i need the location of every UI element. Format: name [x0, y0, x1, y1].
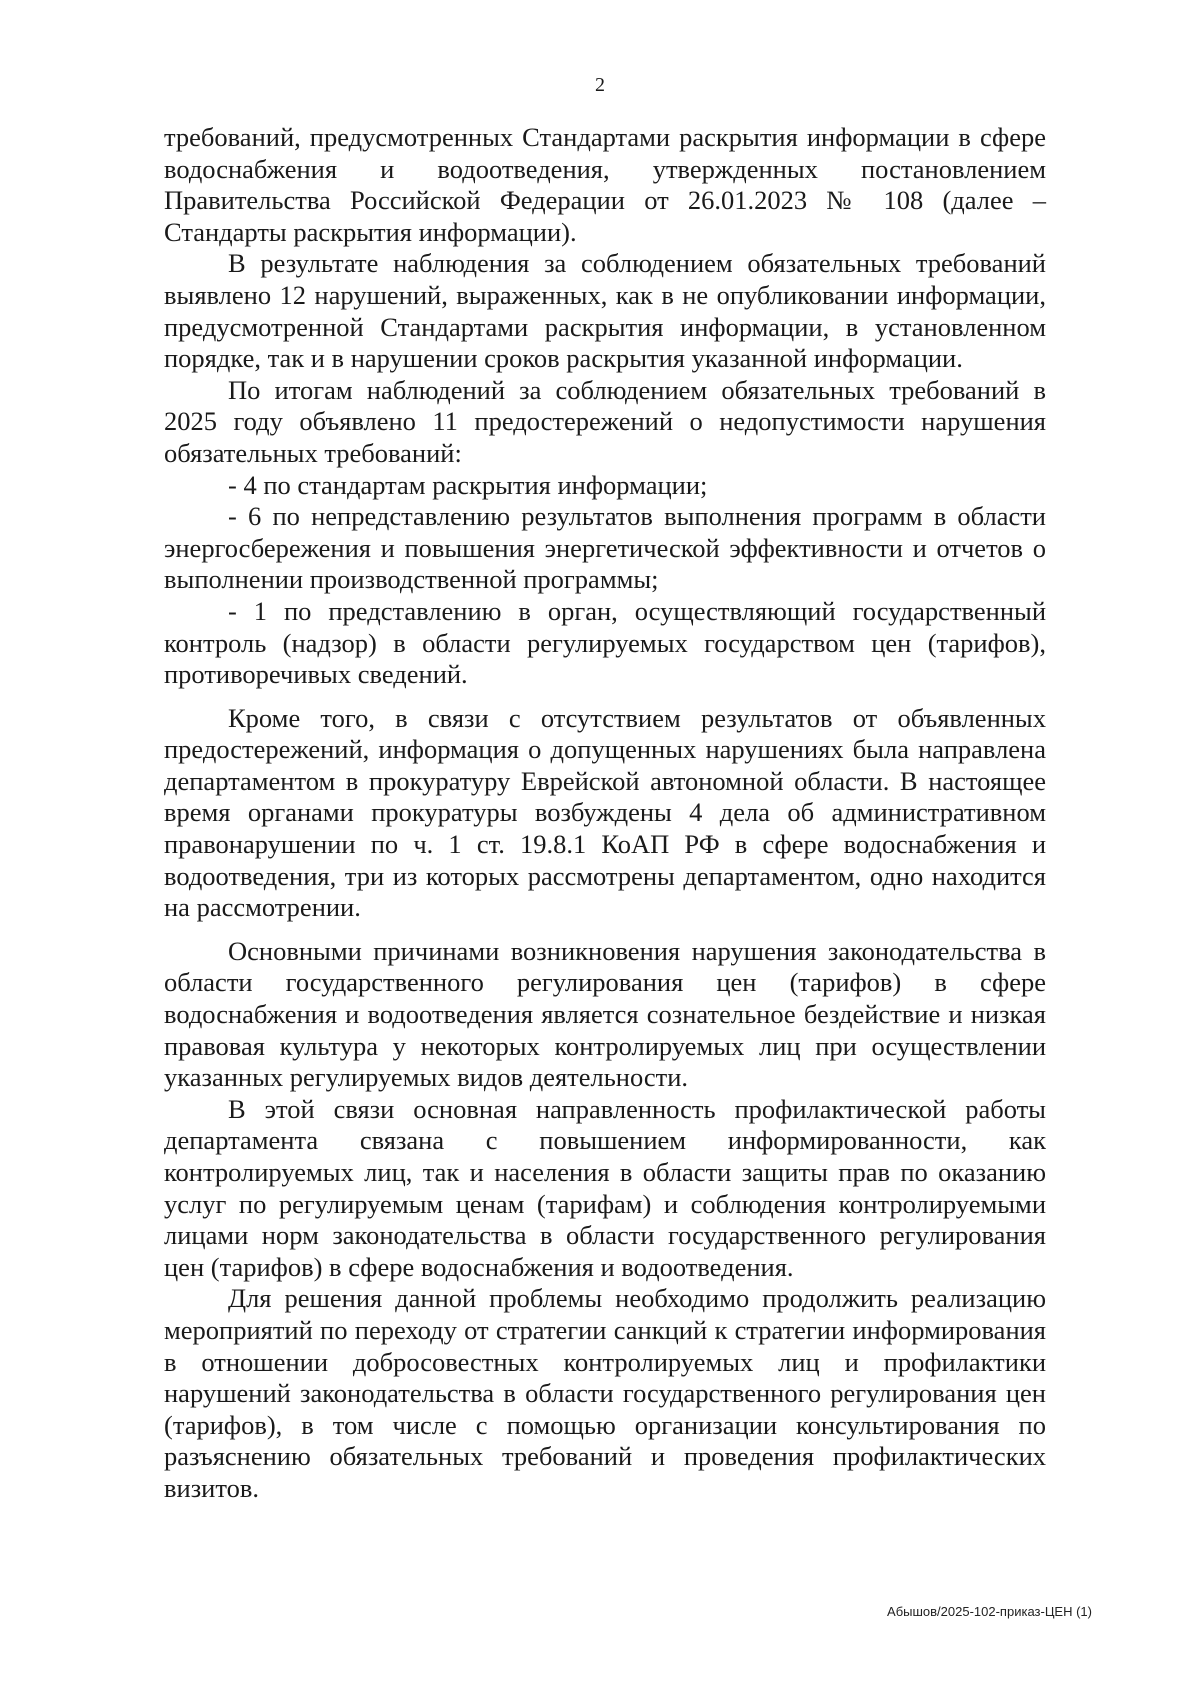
paragraph-prevention-focus: В этой связи основная направленность профилактической работы департамента связана с повышением информированности, как контролируемых лиц, так и населения в области защиты прав по оказанию услуг по регулируемым ценам (тарифам) и соблюдения контролируемыми лицами норм законодательства в области государственного регулирования цен (тарифов) в сфере водоснабжения и водоотведения. [164, 1093, 1046, 1282]
paragraph-violations-found: В результате наблюдения за соблюдением обязательных требований выявлено 12 нарушений, выраженных, как в не опубликовании информации, предусмотренной Стандартами раскрытия информации, в установленном порядке, так и в нарушении сроков раскрытия указанной информации. [164, 248, 1046, 374]
paragraph-solution: Для решения данной проблемы необходимо продолжить реализацию мероприятий по переходу от стратегии санкций к стратегии информирования в отношении добросовестных контролируемых лиц и профилактики нарушений законодательства в области государственного регулирования цен (тарифов), в том числе с помощью организации консультирования по разъяснению обязательных требований и проведения профилактических визитов. [164, 1283, 1046, 1503]
list-item-disclosure-standards: - 4 по стандартам раскрытия информации; [228, 469, 708, 500]
paragraph-continuation: требований, предусмотренных Стандартами раскрытия информации в сфере водоснабжения и водоотведения, утвержденных постановлением Правительства Российской Федерации от 26.01.2023 № 108 (далее – Стандарты раскрытия информации). [164, 122, 1046, 247]
document-reference: Абышов/2025-102-приказ-ЦЕН (1) [887, 1604, 1092, 1619]
paragraph-warnings-summary: По итогам наблюдений за соблюдением обязательных требований в 2025 году объявлено 11 предостережений о недопустимости нарушения обязательных требований: [164, 374, 1046, 468]
list-item-energy-programs: - 6 по непредставлению результатов выполнения программ в области энергосбережения и повышения энергетической эффективности и отчетов о выполнении производственной программы; [164, 501, 1046, 595]
page-number: 2 [595, 74, 605, 96]
list-item-contradictory-info: - 1 по представлению в орган, осуществляющий государственный контроль (надзор) в области регулируемых государством цен (тарифов), противоречивых сведений. [164, 595, 1046, 690]
document-body [164, 122, 1046, 1505]
paragraph-prosecution: Кроме того, в связи с отсутствием результатов от объявленных предостережений, информация о допущенных нарушениях была направлена департаментом в прокуратуру Еврейской автономной области. В настоящее время органами прокуратуры возбуждены 4 дела об административном правонарушении по ч. 1 ст. 19.8.1 КоАП РФ в сфере водоснабжения и водоотведения, три из которых рассмотрены департаментом, одно находится на рассмотрении. [164, 702, 1046, 923]
paragraph-causes: Основными причинами возникновения нарушения законодательства в области государственного регулирования цен (тарифов) в сфере водоснабжения и водоотведения является сознательное бездействие и низкая правовая культура у некоторых контролируемых лиц при осуществлении указанных регулируемых видов деятельности. [164, 935, 1046, 1093]
